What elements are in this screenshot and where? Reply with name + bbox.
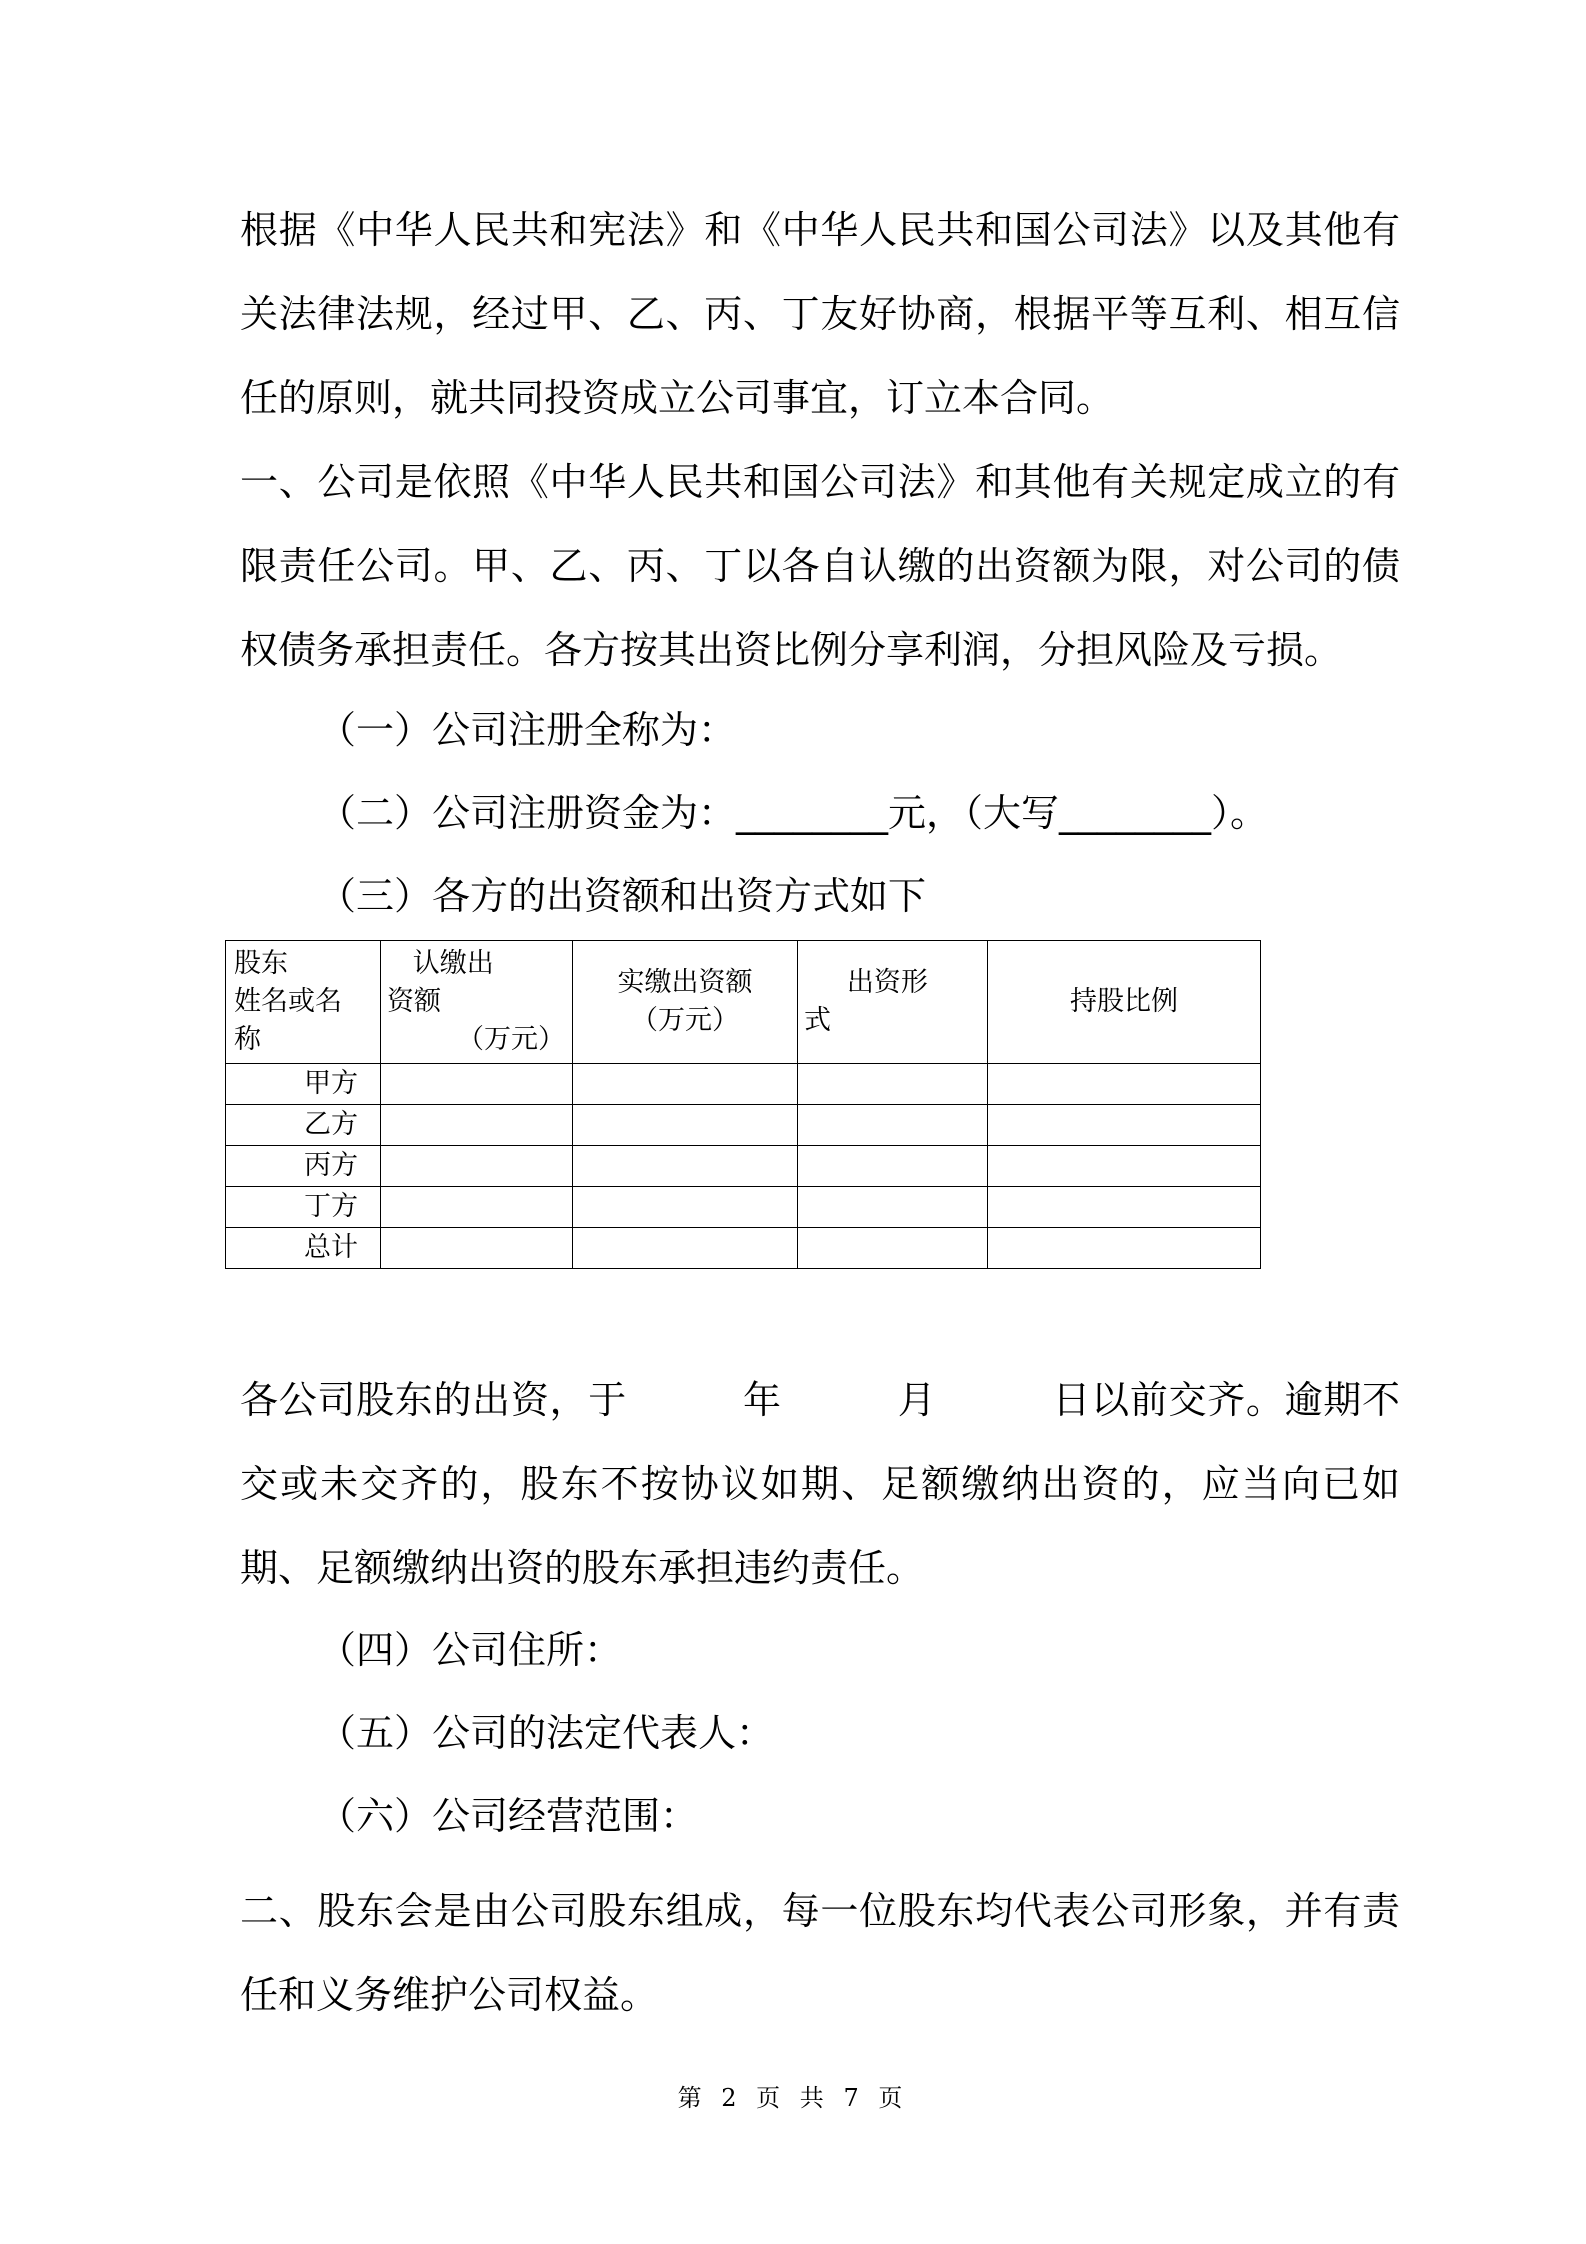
header-subscribed-capital: 认缴出 资额 （万元） [381, 941, 573, 1064]
subscribed-cell [381, 1146, 573, 1187]
table-row [226, 1105, 1261, 1146]
header-shareholder-name: 股东 姓名或名 称 [226, 941, 381, 1064]
paid-cell [573, 1187, 798, 1228]
intro-paragraph: 根据《中华人民共和宪法》和《中华人民共和国公司法》以及其他有关法律法规，经过甲、乙、丙、丁友好协商，根据平等互利、相互信任的原则，就共同投资成立公司事宜，订立本合同。 [240, 208, 1400, 420]
shareholder-name-cell: 乙方 [226, 1105, 381, 1146]
form-cell [798, 1146, 988, 1187]
subscribed-cell [381, 1228, 573, 1269]
paid-cell [573, 1105, 798, 1146]
table-row [226, 1228, 1261, 1269]
form-cell [798, 1105, 988, 1146]
article-1-paragraph: 一、公司是依照《中华人民共和国公司法》和其他有关规定成立的有限责任公司。甲、乙、丙、丁以各自认缴的出资额为限，对公司的债权债务承担责任。各方按其出资比例分享利润，分担风险及亏损。 [240, 460, 1400, 672]
table-row [226, 1146, 1261, 1187]
table-row [226, 1064, 1261, 1105]
ratio-cell [988, 1105, 1261, 1146]
ratio-cell [988, 1187, 1261, 1228]
header-share-ratio: 持股比例 [988, 941, 1261, 1064]
form-cell [798, 1228, 988, 1269]
ratio-cell [988, 1146, 1261, 1187]
article-2-paragraph: 二、股东会是由公司股东组成，每一位股东均代表公司形象，并有责任和义务维护公司权益。 [240, 1889, 1400, 2017]
shareholder-name-cell: 甲方 [226, 1064, 381, 1105]
form-cell [798, 1064, 988, 1105]
header-paid-capital: 实缴出资额 （万元） [573, 941, 798, 1064]
item-legal-representative: （五）公司的法定代表人： [318, 1711, 775, 1755]
shareholder-name-cell: 丙方 [226, 1146, 381, 1187]
deadline-paragraph: 各公司股东的出资，于 年 月 日以前交齐。逾期不交或未交齐的，股东不按协议如期、足额缴纳出资的，应当向已如期、足额缴纳出资的股东承担违约责任。 [240, 1378, 1400, 1590]
shareholder-name-cell: 总计 [226, 1228, 381, 1269]
paid-cell [573, 1146, 798, 1187]
paid-cell [573, 1064, 798, 1105]
item-registered-capital: （二）公司注册资金为：________元，（大写________）。 [318, 791, 1269, 835]
ratio-cell [988, 1228, 1261, 1269]
shareholder-name-cell: 丁方 [226, 1187, 381, 1228]
subscribed-cell [381, 1187, 573, 1228]
item-company-address: （四）公司住所： [318, 1628, 623, 1672]
contribution-table [225, 940, 1261, 1269]
table-header-row [226, 941, 1261, 1064]
subscribed-cell [381, 1064, 573, 1105]
paid-cell [573, 1228, 798, 1269]
table-row [226, 1187, 1261, 1228]
item-contribution-heading: （三）各方的出资额和出资方式如下 [318, 874, 927, 918]
ratio-cell [988, 1064, 1261, 1105]
item-company-full-name: （一）公司注册全称为： [318, 708, 737, 752]
item-business-scope: （六）公司经营范围： [318, 1794, 699, 1838]
page-footer: 第 2 页 共 7 页 [677, 2084, 909, 2112]
form-cell [798, 1187, 988, 1228]
header-contribution-form: 出资形 式 [798, 941, 988, 1064]
subscribed-cell [381, 1105, 573, 1146]
